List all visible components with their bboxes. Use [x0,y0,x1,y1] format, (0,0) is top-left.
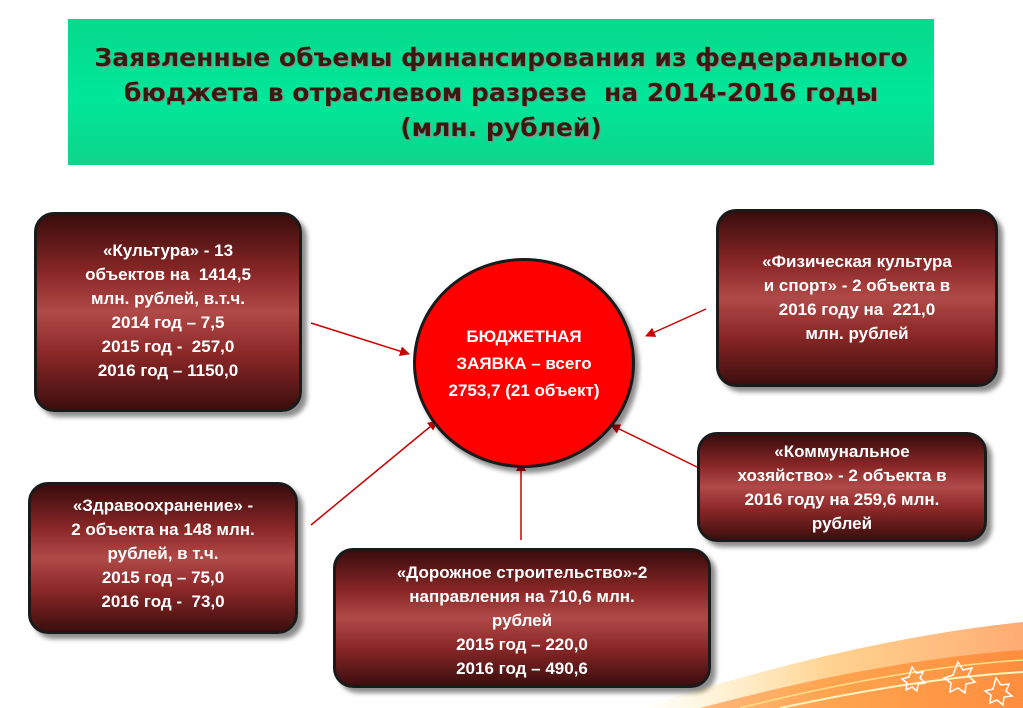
sport-line-4: млн. рублей [805,324,909,343]
box-sport [716,209,998,387]
arrow-culture [311,323,409,354]
arrow-health [311,421,437,525]
box-culture [34,212,302,412]
roads-line-2: направления на 710,6 млн. [409,587,635,606]
culture-line-4: 2014 год – 7,5 [111,313,225,332]
health-line-4: 2015 год – 75,0 [101,568,225,587]
communal-line-1: «Коммунальное [774,442,910,461]
budget-request-circle [413,258,635,468]
center-line-1: БЮДЖЕТНАЯ [466,326,582,346]
culture-line-1: «Культура» - 13 [102,241,234,260]
sport-line-1: «Физическая культура [762,252,952,271]
sport-line-2: и спорт» - 2 объекта в [763,276,951,295]
arrow-communal [611,425,697,467]
box-communal [697,432,987,542]
health-line-5: 2016 год - 73,0 [101,592,225,611]
culture-line-2: объектов на 1414,5 [85,265,251,284]
communal-line-3: 2016 году на 259,6 млн. [744,490,940,509]
culture-line-3: млн. рублей, в.т.ч. [90,289,246,308]
sport-line-3: 2016 году на 221,0 [778,300,936,319]
health-line-3: рублей, в т.ч. [107,544,219,563]
health-line-2: 2 объекта на 148 млн. [71,520,255,539]
arrow-sport [646,309,706,336]
health-line-1: «Здравоохранение» - [72,496,254,515]
title-line-2: бюджета в отраслевом разрезе на 2014-2016 годы [123,77,879,107]
title-line-1: Заявленные объемы финансирования из федерального [94,42,908,72]
roads-line-3: рублей [491,611,553,630]
communal-line-4: рублей [811,514,873,533]
roads-line-4: 2015 год – 220,0 [456,635,588,654]
culture-line-5: 2015 год - 257,0 [101,337,235,356]
center-line-2: ЗАЯВКА – всего [456,353,592,373]
roads-line-1: «Дорожное строительство»-2 [396,563,648,582]
title-line-3: (млн. рублей) [400,112,602,142]
culture-line-6: 2016 год – 1150,0 [97,361,239,380]
center-line-3: 2753,7 (21 объект) [448,380,600,400]
box-roads [333,548,711,688]
communal-line-2: хозяйство» - 2 объекта в [737,466,947,485]
box-health [28,482,298,634]
roads-line-5: 2016 год – 490,6 [456,659,588,678]
